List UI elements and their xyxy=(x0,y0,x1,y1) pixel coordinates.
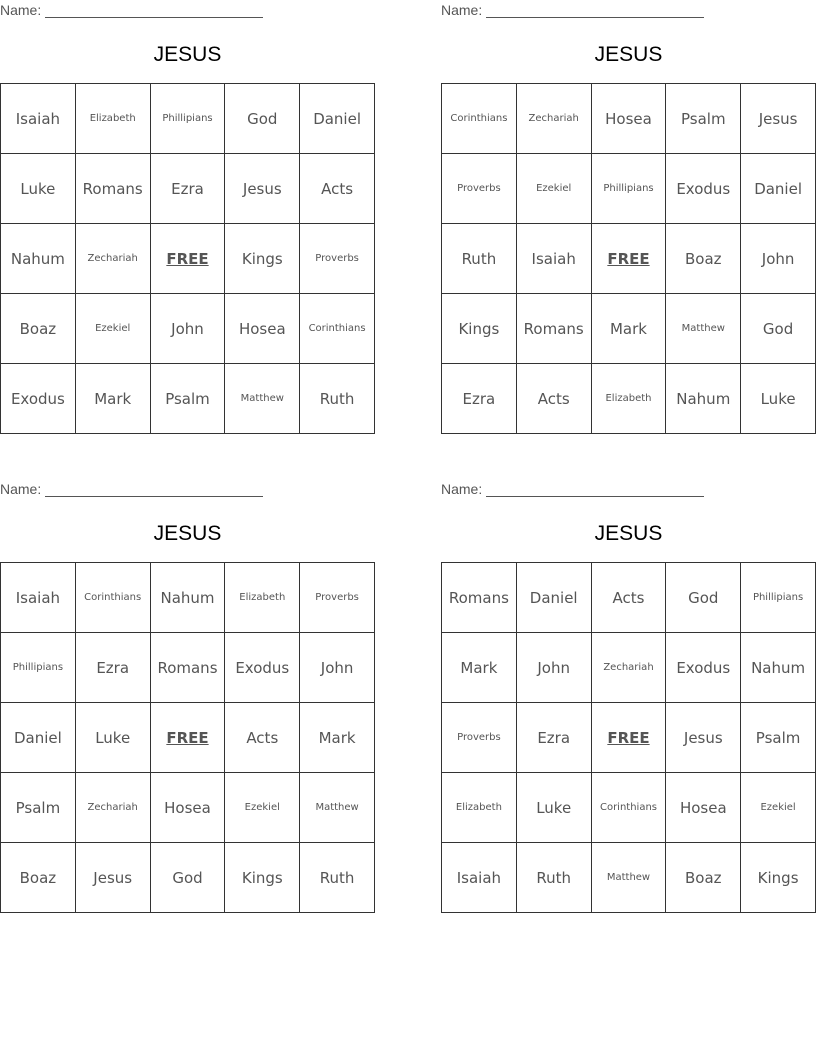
bingo-cell: Exodus xyxy=(225,633,300,703)
bingo-grid xyxy=(441,562,816,913)
bingo-cell: Isaiah xyxy=(1,84,76,154)
name-field[interactable] xyxy=(441,481,704,497)
name-blank-line[interactable] xyxy=(486,482,704,497)
bingo-cell: Proverbs xyxy=(442,703,517,773)
bingo-cell: Matthew xyxy=(666,294,741,364)
bingo-cell: Ezekiel xyxy=(76,294,151,364)
bingo-cell: Jesus xyxy=(666,703,741,773)
name-field[interactable] xyxy=(0,481,263,497)
free-space-cell: FREE xyxy=(151,703,226,773)
bingo-cell: Corinthians xyxy=(592,773,667,843)
bingo-cell: Kings xyxy=(225,224,300,294)
card-title: JESUS xyxy=(153,522,222,545)
bingo-card-4 xyxy=(441,479,816,915)
bingo-cell: Romans xyxy=(151,633,226,703)
name-blank-line[interactable] xyxy=(45,3,263,18)
bingo-cell: Ezekiel xyxy=(741,773,816,843)
bingo-cell: John xyxy=(517,633,592,703)
bingo-cell: Hosea xyxy=(592,84,667,154)
bingo-cell: Luke xyxy=(741,364,816,434)
name-field[interactable] xyxy=(441,2,704,18)
bingo-cell: Exodus xyxy=(1,364,76,434)
bingo-cell: Zechariah xyxy=(76,773,151,843)
bingo-cell: Acts xyxy=(225,703,300,773)
bingo-cell: Mark xyxy=(300,703,375,773)
bingo-cell: Daniel xyxy=(300,84,375,154)
bingo-cell: Romans xyxy=(442,563,517,633)
bingo-cell: Corinthians xyxy=(300,294,375,364)
free-space-cell: FREE xyxy=(592,224,667,294)
name-label: Name: xyxy=(441,2,483,18)
bingo-cell: God xyxy=(151,843,226,913)
bingo-cell: Ezra xyxy=(517,703,592,773)
bingo-cell: Nahum xyxy=(741,633,816,703)
bingo-card-1 xyxy=(0,0,375,436)
bingo-cell: Boaz xyxy=(1,843,76,913)
bingo-cell: Exodus xyxy=(666,154,741,224)
bingo-cell: Phillipians xyxy=(151,84,226,154)
bingo-cell: Daniel xyxy=(517,563,592,633)
bingo-cell: Psalm xyxy=(741,703,816,773)
bingo-cell: Daniel xyxy=(741,154,816,224)
bingo-cell: John xyxy=(151,294,226,364)
bingo-cell: Romans xyxy=(76,154,151,224)
bingo-cell: Matthew xyxy=(300,773,375,843)
bingo-cell: Romans xyxy=(517,294,592,364)
bingo-grid xyxy=(0,562,375,913)
name-label: Name: xyxy=(441,481,483,497)
bingo-grid xyxy=(441,83,816,434)
bingo-cell: Kings xyxy=(225,843,300,913)
bingo-cell: Isaiah xyxy=(517,224,592,294)
bingo-cell: Kings xyxy=(442,294,517,364)
bingo-cell: Daniel xyxy=(1,703,76,773)
name-blank-line[interactable] xyxy=(486,3,704,18)
bingo-cell: Jesus xyxy=(741,84,816,154)
bingo-cell: Corinthians xyxy=(76,563,151,633)
bingo-card-3 xyxy=(0,479,375,915)
bingo-cell: Luke xyxy=(1,154,76,224)
card-title: JESUS xyxy=(153,43,222,66)
bingo-cell: Phillipians xyxy=(592,154,667,224)
bingo-cell: Psalm xyxy=(1,773,76,843)
bingo-cell: Zechariah xyxy=(592,633,667,703)
bingo-grid xyxy=(0,83,375,434)
bingo-cell: God xyxy=(666,563,741,633)
bingo-cell: Boaz xyxy=(1,294,76,364)
bingo-cell: Mark xyxy=(76,364,151,434)
bingo-cell: Corinthians xyxy=(442,84,517,154)
bingo-cell: Ezekiel xyxy=(225,773,300,843)
card-title: JESUS xyxy=(594,522,663,545)
name-label: Name: xyxy=(0,481,42,497)
name-label: Name: xyxy=(0,2,42,18)
bingo-cell: Elizabeth xyxy=(225,563,300,633)
bingo-cell: Proverbs xyxy=(300,563,375,633)
bingo-cell: Acts xyxy=(592,563,667,633)
bingo-cell: Zechariah xyxy=(76,224,151,294)
free-space-cell: FREE xyxy=(592,703,667,773)
bingo-cell: Boaz xyxy=(666,224,741,294)
bingo-cell: Psalm xyxy=(666,84,741,154)
bingo-cell: Boaz xyxy=(666,843,741,913)
free-space-cell: FREE xyxy=(151,224,226,294)
bingo-cell: Ruth xyxy=(300,364,375,434)
bingo-cell: Ruth xyxy=(300,843,375,913)
bingo-cell: Ruth xyxy=(442,224,517,294)
bingo-cell: Luke xyxy=(517,773,592,843)
bingo-cell: Ezekiel xyxy=(517,154,592,224)
name-blank-line[interactable] xyxy=(45,482,263,497)
bingo-cell: Hosea xyxy=(151,773,226,843)
bingo-cell: Matthew xyxy=(225,364,300,434)
bingo-cell: John xyxy=(741,224,816,294)
bingo-cell: Ezra xyxy=(442,364,517,434)
bingo-cell: Jesus xyxy=(225,154,300,224)
bingo-cell: Nahum xyxy=(1,224,76,294)
bingo-cell: Nahum xyxy=(151,563,226,633)
bingo-cell: Elizabeth xyxy=(76,84,151,154)
bingo-cell: Psalm xyxy=(151,364,226,434)
bingo-cell: Proverbs xyxy=(442,154,517,224)
bingo-cell: Mark xyxy=(442,633,517,703)
bingo-card-2 xyxy=(441,0,816,436)
card-title: JESUS xyxy=(594,43,663,66)
bingo-cell: Jesus xyxy=(76,843,151,913)
name-field[interactable] xyxy=(0,2,263,18)
bingo-cell: Phillipians xyxy=(741,563,816,633)
bingo-cell: Elizabeth xyxy=(442,773,517,843)
bingo-cell: Nahum xyxy=(666,364,741,434)
bingo-cell: Zechariah xyxy=(517,84,592,154)
bingo-cell: Ruth xyxy=(517,843,592,913)
bingo-cell: God xyxy=(225,84,300,154)
bingo-cell: Acts xyxy=(517,364,592,434)
bingo-cell: Isaiah xyxy=(442,843,517,913)
bingo-cell: Isaiah xyxy=(1,563,76,633)
bingo-cell: John xyxy=(300,633,375,703)
bingo-cell: God xyxy=(741,294,816,364)
bingo-cell: Hosea xyxy=(225,294,300,364)
bingo-cell: Ezra xyxy=(151,154,226,224)
bingo-cell: Phillipians xyxy=(1,633,76,703)
bingo-cell: Exodus xyxy=(666,633,741,703)
bingo-cell: Matthew xyxy=(592,843,667,913)
bingo-cell: Ezra xyxy=(76,633,151,703)
bingo-cell: Elizabeth xyxy=(592,364,667,434)
bingo-cell: Acts xyxy=(300,154,375,224)
bingo-cell: Luke xyxy=(76,703,151,773)
bingo-cell: Kings xyxy=(741,843,816,913)
bingo-cell: Proverbs xyxy=(300,224,375,294)
bingo-cell: Hosea xyxy=(666,773,741,843)
bingo-cell: Mark xyxy=(592,294,667,364)
